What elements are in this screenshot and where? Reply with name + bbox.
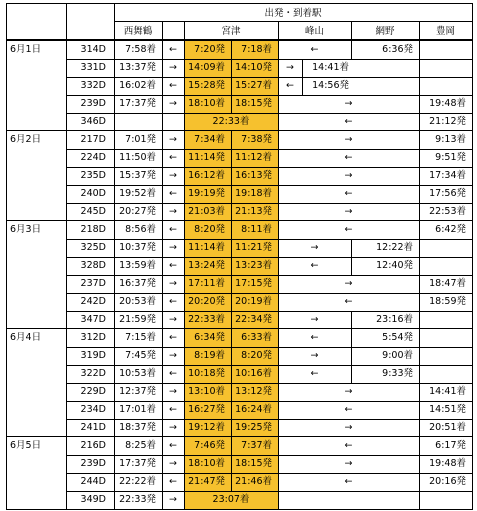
miyazu-time: 22:33着 <box>212 116 250 127</box>
amino-time: 12:40発 <box>376 260 413 271</box>
toyooka-time: 9:51発 <box>435 152 466 163</box>
miyazu-depart-arrive: 7:37着 <box>241 440 272 451</box>
miyazu-arrive-depart: 19:12着 <box>188 422 225 433</box>
miyazu-arrive-depart: 16:12着 <box>188 170 225 181</box>
train-number: 241D <box>80 422 106 433</box>
direction-arrow: → <box>344 206 353 217</box>
toyooka-time: 9:13着 <box>435 134 466 145</box>
train-number: 239D <box>80 98 106 109</box>
nishimaizuru-time: 13:59着 <box>119 260 156 271</box>
miyazu-divider <box>231 149 232 167</box>
cell-line <box>302 77 303 95</box>
nishimaizuru-time: 7:15着 <box>125 332 156 343</box>
cell-line <box>351 41 352 59</box>
column-line <box>66 3 67 509</box>
direction-arrow: → <box>344 134 353 145</box>
nishimaizuru-time: 10:37発 <box>119 242 156 253</box>
nishimaizuru-time: 19:52着 <box>119 188 156 199</box>
row-line <box>66 455 472 456</box>
direction-arrow <box>162 113 184 131</box>
nishimaizuru-time: 17:37発 <box>119 458 156 469</box>
miyazu-divider <box>231 365 232 383</box>
row-line <box>66 167 472 168</box>
row-line <box>66 149 472 150</box>
nishimaizuru-time: 22:22着 <box>119 476 156 487</box>
direction-arrow: ← <box>344 404 353 415</box>
toyooka-time <box>419 41 466 59</box>
direction-arrow: ← <box>169 80 177 91</box>
row-line <box>66 401 472 402</box>
miyazu-depart-arrive: 18:15発 <box>235 458 272 469</box>
direction-arrow: ← <box>344 224 353 235</box>
miyazu-divider <box>231 401 232 419</box>
miyazu-arrive-depart: 10:18発 <box>188 368 225 379</box>
miyazu-depart-arrive: 14:10発 <box>235 62 272 73</box>
direction-arrow: → <box>169 242 177 253</box>
miyazu-depart-arrive: 16:24着 <box>235 404 272 415</box>
miyazu-divider <box>231 347 232 365</box>
miyazu-arrive-depart: 7:46発 <box>194 440 225 451</box>
direction-arrow: → <box>310 242 319 253</box>
nishimaizuru-time: 16:37発 <box>119 278 156 289</box>
toyooka-time <box>419 257 466 275</box>
miyazu-divider <box>231 329 232 347</box>
cell-line <box>351 239 352 257</box>
station-header: 網野 <box>375 26 395 37</box>
row-line <box>66 257 472 258</box>
nishimaizuru-time: 12:37発 <box>119 386 156 397</box>
table-border <box>6 3 472 4</box>
miyazu-divider <box>231 257 232 275</box>
day-separator <box>6 220 472 221</box>
nishimaizuru-time: 11:50着 <box>119 152 156 163</box>
toyooka-time: 18:47着 <box>429 278 466 289</box>
date-label: 6月4日 <box>10 332 42 343</box>
miyazu-divider <box>231 473 232 491</box>
toyooka-time <box>419 239 466 257</box>
toyooka-time: 14:41着 <box>429 386 466 397</box>
direction-arrow: → <box>344 170 353 181</box>
miyazu-arrive-depart: 18:10着 <box>188 458 225 469</box>
train-number: 224D <box>80 152 106 163</box>
amino-time: 12:22着 <box>376 242 413 253</box>
date-label: 6月1日 <box>10 44 42 55</box>
miyazu-depart-arrive: 6:33着 <box>241 332 272 343</box>
column-line <box>351 21 352 39</box>
miyazu-arrive-depart: 14:09着 <box>188 62 225 73</box>
table-border <box>6 509 472 510</box>
direction-arrow: → <box>169 386 177 397</box>
toyooka-time: 21:12発 <box>429 116 466 127</box>
amino-time: 6:36発 <box>382 44 413 55</box>
train-number: 234D <box>80 404 106 415</box>
toyooka-time: 19:48着 <box>429 458 466 469</box>
row-line <box>66 185 472 186</box>
direction-arrow: → <box>344 422 353 433</box>
nishimaizuru-time: 7:45発 <box>125 350 156 361</box>
toyooka-time: 20:51着 <box>429 422 466 433</box>
date-label: 6月5日 <box>10 440 42 451</box>
train-number: 328D <box>80 260 106 271</box>
direction-arrow: → <box>169 350 177 361</box>
nishimaizuru-time: 7:01発 <box>125 134 156 145</box>
nishimaizuru-time: 8:25着 <box>125 440 156 451</box>
direction-arrow: → <box>169 422 177 433</box>
cell-line <box>302 59 303 77</box>
train-number: 217D <box>80 134 106 145</box>
direction-arrow: → <box>169 206 177 217</box>
miyazu-divider <box>231 437 232 455</box>
train-number: 229D <box>80 386 106 397</box>
station-header: 豊岡 <box>435 26 455 37</box>
train-number: 218D <box>80 224 106 235</box>
date-label: 6月3日 <box>10 224 42 235</box>
direction-arrow: → <box>169 494 177 505</box>
miyazu-time: 23:07着 <box>212 494 250 505</box>
miyazu-divider <box>231 239 232 257</box>
miyazu-depart-arrive: 21:46着 <box>235 476 272 487</box>
direction-arrow: ← <box>310 368 319 379</box>
nishimaizuru-time: 18:37発 <box>119 422 156 433</box>
header-line <box>6 40 472 41</box>
train-number: 237D <box>80 278 106 289</box>
miyazu-depart-arrive: 18:15発 <box>235 98 272 109</box>
train-number: 314D <box>80 44 106 55</box>
direction-arrow: → <box>169 134 177 145</box>
train-number: 349D <box>80 494 106 505</box>
miyazu-divider <box>231 275 232 293</box>
toyooka-time <box>419 347 466 365</box>
direction-arrow: ← <box>344 116 353 127</box>
mineyama-time: 14:56発 <box>312 80 349 91</box>
miyazu-divider <box>231 167 232 185</box>
direction-arrow: ← <box>169 404 177 415</box>
miyazu-depart-arrive: 20:19着 <box>235 296 272 307</box>
miyazu-divider <box>231 185 232 203</box>
toyooka-time <box>419 491 466 509</box>
direction-arrow: ← <box>169 440 177 451</box>
train-number: 244D <box>80 476 106 487</box>
miyazu-arrive-depart: 21:03着 <box>188 206 225 217</box>
nishimaizuru-time: 7:58着 <box>125 44 156 55</box>
miyazu-depart-arrive: 7:18着 <box>241 44 272 55</box>
train-number: 312D <box>80 332 106 343</box>
miyazu-divider <box>231 203 232 221</box>
miyazu-depart-arrive: 8:20発 <box>241 350 272 361</box>
toyooka-time: 20:16発 <box>429 476 466 487</box>
toyooka-time: 17:56発 <box>429 188 466 199</box>
amino-time: 5:54発 <box>382 332 413 343</box>
train-number: 235D <box>80 170 106 181</box>
nishimaizuru-time: 21:59発 <box>119 314 156 325</box>
header-title: 出発・到着駅 <box>264 8 322 19</box>
nishimaizuru-time: 8:56着 <box>125 224 156 235</box>
direction-arrow: ← <box>169 332 177 343</box>
nishimaizuru-time <box>114 113 156 131</box>
direction-arrow: ← <box>286 80 294 91</box>
row-line <box>66 203 472 204</box>
toyooka-time: 6:42発 <box>435 224 466 235</box>
cell-line <box>351 311 352 329</box>
direction-arrow: → <box>286 62 294 73</box>
cell-line <box>351 329 352 347</box>
direction-arrow: ← <box>344 152 353 163</box>
miyazu-depart-arrive: 11:12着 <box>235 152 272 163</box>
date-label: 6月2日 <box>10 134 42 145</box>
row-line <box>66 59 472 60</box>
miyazu-divider <box>231 131 232 149</box>
miyazu-arrive-depart: 13:10着 <box>188 386 225 397</box>
nishimaizuru-time: 20:27発 <box>119 206 156 217</box>
day-separator <box>6 328 472 329</box>
direction-arrow: → <box>344 458 353 469</box>
nishimaizuru-time: 17:01着 <box>119 404 156 415</box>
row-line <box>66 473 472 474</box>
direction-arrow: ← <box>169 296 177 307</box>
miyazu-arrive-depart: 8:19着 <box>194 350 225 361</box>
mineyama-time: 14:41着 <box>312 62 349 73</box>
direction-arrow: ← <box>169 152 177 163</box>
miyazu-divider <box>231 311 232 329</box>
nishimaizuru-time: 13:37発 <box>119 62 156 73</box>
row-line <box>66 239 472 240</box>
train-number: 319D <box>80 350 106 361</box>
train-number: 331D <box>80 62 106 73</box>
station-header: 西舞鶴 <box>123 26 153 37</box>
miyazu-depart-arrive: 13:12発 <box>235 386 272 397</box>
miyazu-depart-arrive: 7:38発 <box>241 134 272 145</box>
table-border <box>472 3 473 510</box>
toyooka-time: 18:59発 <box>429 296 466 307</box>
train-number: 216D <box>80 440 106 451</box>
miyazu-arrive-depart: 13:24発 <box>188 260 225 271</box>
miyazu-arrive-depart: 22:33着 <box>188 314 225 325</box>
toyooka-time <box>419 77 466 95</box>
miyazu-arrive-depart: 20:20発 <box>188 296 225 307</box>
miyazu-arrive-depart: 7:20発 <box>194 44 225 55</box>
miyazu-arrive-depart: 16:27発 <box>188 404 225 415</box>
miyazu-depart-arrive: 19:25発 <box>235 422 272 433</box>
direction-arrow: ← <box>169 476 177 487</box>
miyazu-depart-arrive: 17:15発 <box>235 278 272 289</box>
direction-arrow: ← <box>169 188 177 199</box>
row-line <box>66 365 472 366</box>
row-line <box>66 311 472 312</box>
row-line <box>66 419 472 420</box>
miyazu-depart-arrive: 8:11着 <box>241 224 272 235</box>
row-line <box>66 113 472 114</box>
miyazu-divider <box>231 95 232 113</box>
miyazu-divider <box>231 77 232 95</box>
miyazu-divider <box>231 293 232 311</box>
day-separator <box>6 130 472 131</box>
direction-arrow: ← <box>310 260 319 271</box>
miyazu-arrive-depart: 15:28発 <box>188 80 225 91</box>
row-line <box>66 275 472 276</box>
miyazu-arrive-depart: 17:11着 <box>188 278 225 289</box>
amino-time: 9:33発 <box>382 368 413 379</box>
direction-arrow: → <box>344 386 353 397</box>
train-number: 322D <box>80 368 106 379</box>
miyazu-divider <box>231 41 232 59</box>
miyazu-arrive-depart: 8:20発 <box>194 224 225 235</box>
row-line <box>66 383 472 384</box>
cell-line <box>351 347 352 365</box>
station-header: 宮津 <box>221 26 241 37</box>
row-line <box>66 347 472 348</box>
amino-time: 23:16着 <box>376 314 413 325</box>
nishimaizuru-time: 15:37発 <box>119 170 156 181</box>
direction-arrow: → <box>169 98 177 109</box>
toyooka-time <box>419 365 466 383</box>
direction-arrow: ← <box>310 332 319 343</box>
nishimaizuru-time: 22:33発 <box>119 494 156 505</box>
miyazu-depart-arrive: 21:13発 <box>235 206 272 217</box>
direction-arrow <box>278 491 419 509</box>
train-number: 245D <box>80 206 106 217</box>
toyooka-time: 19:48着 <box>429 98 466 109</box>
column-line <box>114 3 115 509</box>
direction-arrow: → <box>169 62 177 73</box>
miyazu-divider <box>231 419 232 437</box>
toyooka-time: 6:17発 <box>435 440 466 451</box>
direction-arrow: → <box>310 314 319 325</box>
miyazu-depart-arrive: 15:27着 <box>235 80 272 91</box>
direction-arrow: → <box>169 278 177 289</box>
nishimaizuru-time: 16:02着 <box>119 80 156 91</box>
miyazu-divider <box>231 383 232 401</box>
day-separator <box>6 436 472 437</box>
miyazu-arrive-depart: 11:14着 <box>188 242 225 253</box>
train-number: 347D <box>80 314 106 325</box>
miyazu-arrive-depart: 6:34発 <box>194 332 225 343</box>
train-number: 240D <box>80 188 106 199</box>
table-border <box>6 3 7 510</box>
miyazu-depart-arrive: 11:21発 <box>235 242 272 253</box>
direction-arrow: → <box>169 314 177 325</box>
miyazu-arrive-depart: 21:47発 <box>188 476 225 487</box>
direction-arrow: ← <box>344 296 353 307</box>
row-line <box>66 95 472 96</box>
miyazu-arrive-depart: 11:14発 <box>188 152 225 163</box>
miyazu-divider <box>231 455 232 473</box>
direction-arrow: ← <box>169 368 177 379</box>
direction-arrow: → <box>310 350 319 361</box>
miyazu-divider <box>231 59 232 77</box>
toyooka-time: 22:53着 <box>429 206 466 217</box>
miyazu-divider <box>231 221 232 239</box>
amino-time: 9:00着 <box>382 350 413 361</box>
direction-arrow: ← <box>169 224 177 235</box>
row-line <box>66 77 472 78</box>
direction-arrow: ← <box>310 44 319 55</box>
nishimaizuru-time: 17:37発 <box>119 98 156 109</box>
miyazu-arrive-depart: 7:34着 <box>194 134 225 145</box>
miyazu-depart-arrive: 13:23着 <box>235 260 272 271</box>
station-header: 峰山 <box>304 26 324 37</box>
direction-arrow: → <box>344 98 353 109</box>
row-line <box>66 293 472 294</box>
toyooka-time: 17:34着 <box>429 170 466 181</box>
miyazu-arrive-depart: 18:10着 <box>188 98 225 109</box>
miyazu-depart-arrive: 16:13発 <box>235 170 272 181</box>
direction-arrow: ← <box>169 260 177 271</box>
direction-arrow: → <box>169 458 177 469</box>
nishimaizuru-time: 20:53着 <box>119 296 156 307</box>
direction-arrow: ← <box>169 44 177 55</box>
nishimaizuru-time: 10:53着 <box>119 368 156 379</box>
train-number: 346D <box>80 116 106 127</box>
miyazu-depart-arrive: 22:34発 <box>235 314 272 325</box>
train-number: 239D <box>80 458 106 469</box>
miyazu-arrive-depart: 19:19発 <box>188 188 225 199</box>
train-number: 325D <box>80 242 106 253</box>
miyazu-depart-arrive: 10:16着 <box>235 368 272 379</box>
miyazu-depart-arrive: 19:18着 <box>235 188 272 199</box>
direction-arrow: → <box>344 278 353 289</box>
row-line <box>66 491 472 492</box>
direction-arrow: ← <box>344 440 353 451</box>
direction-arrow: → <box>169 170 177 181</box>
toyooka-time: 14:51発 <box>429 404 466 415</box>
train-number: 242D <box>80 296 106 307</box>
cell-line <box>351 365 352 383</box>
toyooka-time <box>419 329 466 347</box>
cell-line <box>351 257 352 275</box>
direction-arrow: ← <box>344 188 353 199</box>
toyooka-time <box>419 311 466 329</box>
direction-arrow: ← <box>344 476 353 487</box>
train-number: 332D <box>80 80 106 91</box>
toyooka-time <box>419 59 466 77</box>
